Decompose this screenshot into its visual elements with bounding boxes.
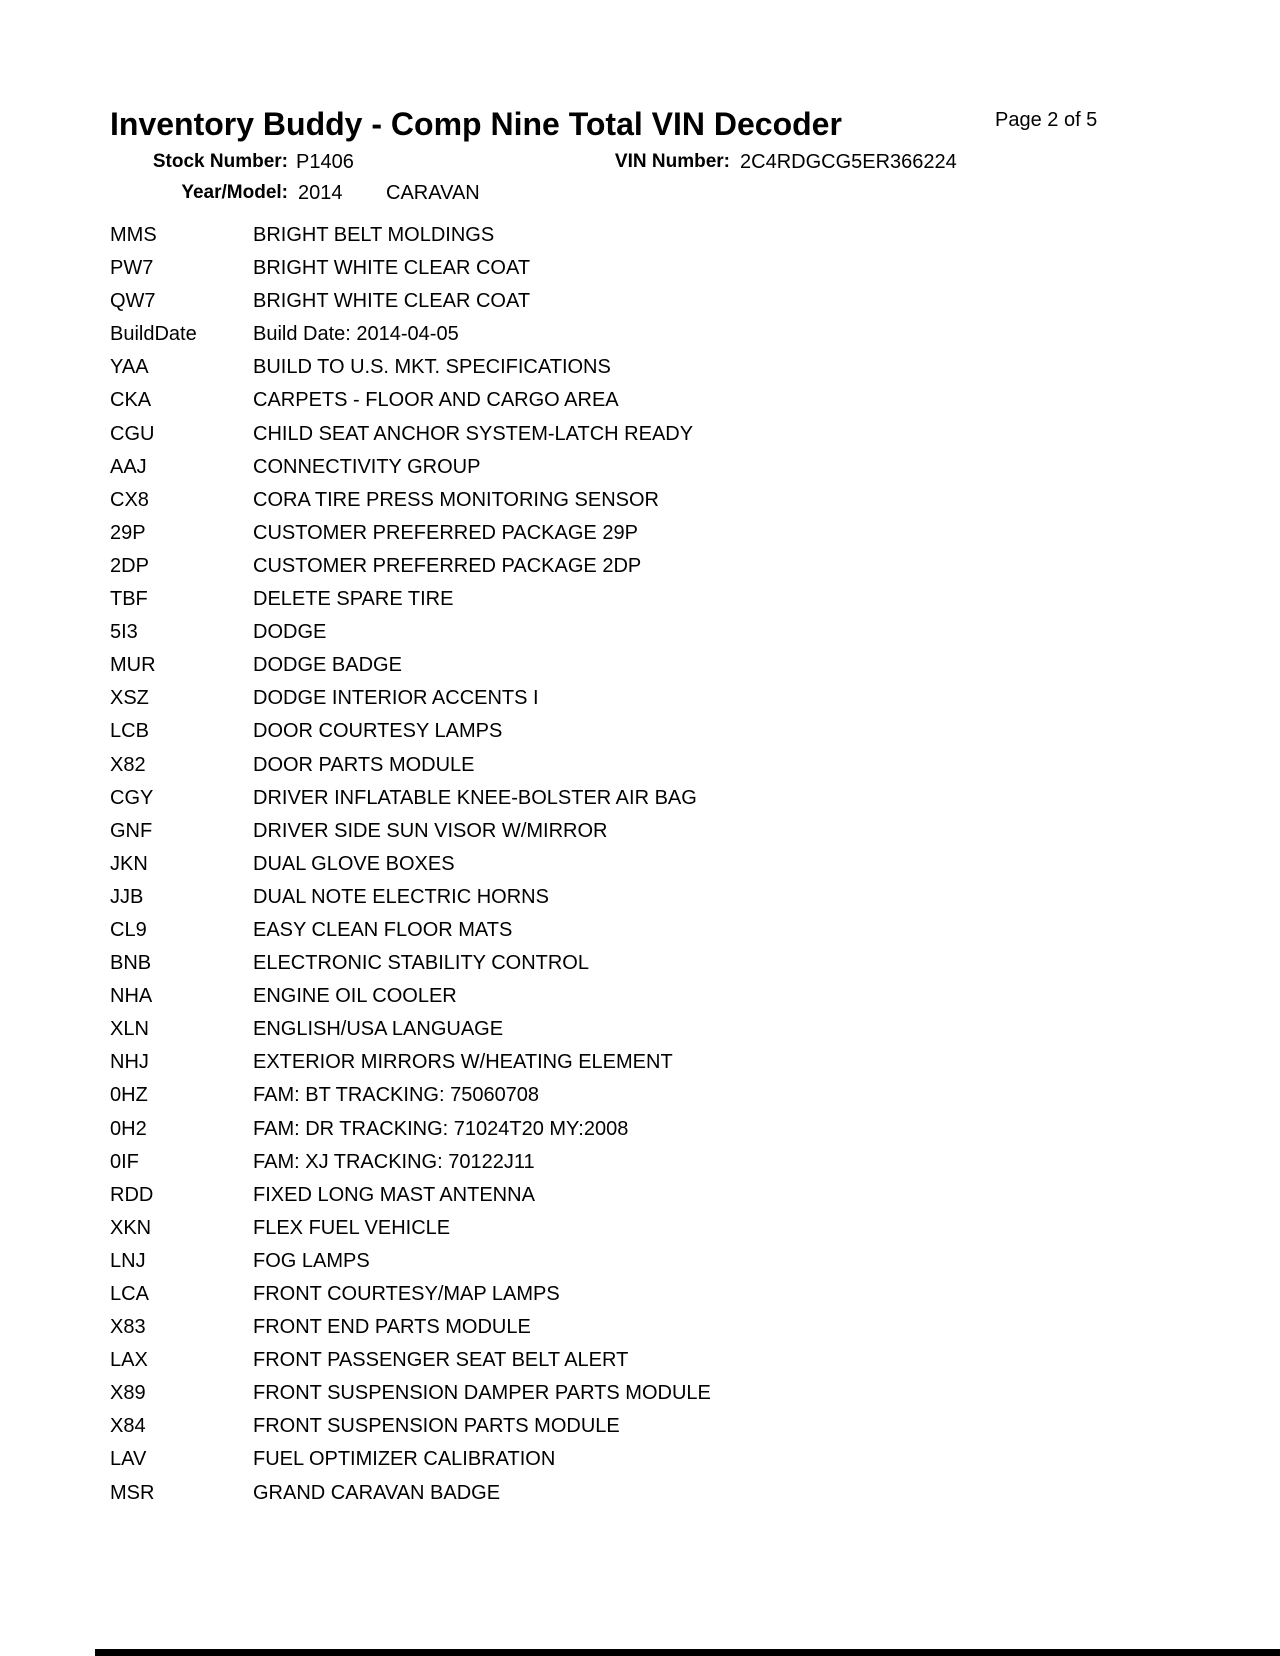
option-code: LAX bbox=[110, 1349, 148, 1372]
option-row bbox=[110, 715, 1240, 748]
option-row bbox=[110, 517, 1240, 550]
option-row bbox=[110, 1477, 1240, 1510]
option-description: FRONT SUSPENSION DAMPER PARTS MODULE bbox=[253, 1382, 711, 1405]
option-row bbox=[110, 1443, 1240, 1476]
option-code: BuildDate bbox=[110, 323, 197, 346]
option-row bbox=[110, 583, 1240, 616]
option-row bbox=[110, 1311, 1240, 1344]
option-description: BUILD TO U.S. MKT. SPECIFICATIONS bbox=[253, 356, 611, 379]
option-row bbox=[110, 351, 1240, 384]
option-description: FAM: DR TRACKING: 71024T20 MY:2008 bbox=[253, 1117, 629, 1140]
option-description: FAM: XJ TRACKING: 70122J11 bbox=[253, 1150, 535, 1173]
option-code: YAA bbox=[110, 356, 149, 379]
option-row bbox=[110, 815, 1240, 848]
page-number: Page 2 of 5 bbox=[995, 109, 1098, 131]
option-row bbox=[110, 782, 1240, 815]
option-code: MMS bbox=[110, 224, 157, 246]
option-code: XLN bbox=[110, 1018, 149, 1041]
option-description: BRIGHT BELT MOLDINGS bbox=[253, 224, 495, 246]
option-description: DRIVER SIDE SUN VISOR W/MIRROR bbox=[253, 819, 608, 842]
option-row bbox=[110, 384, 1240, 417]
option-row bbox=[110, 980, 1240, 1013]
option-row bbox=[110, 1344, 1240, 1377]
option-code: 0IF bbox=[110, 1150, 139, 1173]
option-code: XKN bbox=[110, 1216, 152, 1239]
option-code: RDD bbox=[110, 1183, 154, 1206]
option-code: X82 bbox=[110, 753, 146, 776]
option-code: 0H2 bbox=[110, 1117, 147, 1140]
option-description: DOOR COURTESY LAMPS bbox=[253, 720, 503, 743]
option-description: FIXED LONG MAST ANTENNA bbox=[253, 1183, 535, 1206]
option-row bbox=[110, 1179, 1240, 1212]
option-description: DODGE bbox=[253, 621, 327, 644]
option-description: FAM: BT TRACKING: 75060708 bbox=[253, 1084, 540, 1107]
option-code: 2DP bbox=[110, 554, 149, 577]
page-title: Inventory Buddy - Comp Nine Total VIN Decoder bbox=[110, 106, 842, 142]
option-row bbox=[110, 848, 1240, 881]
option-description: CUSTOMER PREFERRED PACKAGE 29P bbox=[253, 521, 638, 544]
option-description: CARPETS - FLOOR AND CARGO AREA bbox=[253, 389, 619, 412]
option-row bbox=[110, 1212, 1240, 1245]
options-list bbox=[110, 219, 1240, 1510]
option-description: EXTERIOR MIRRORS W/HEATING ELEMENT bbox=[253, 1051, 673, 1074]
option-code: AAJ bbox=[110, 455, 147, 478]
option-code: NHA bbox=[110, 985, 153, 1008]
option-code: CGY bbox=[110, 786, 154, 809]
option-code: X89 bbox=[110, 1382, 146, 1405]
option-row bbox=[110, 1377, 1240, 1410]
option-row bbox=[110, 649, 1240, 682]
option-code: LCB bbox=[110, 720, 149, 743]
option-code: JJB bbox=[110, 885, 144, 908]
option-row bbox=[110, 616, 1240, 649]
option-code: XSZ bbox=[110, 687, 149, 710]
option-code: TBF bbox=[110, 588, 148, 611]
option-row bbox=[110, 285, 1240, 318]
option-row bbox=[110, 451, 1240, 484]
option-description: FLEX FUEL VEHICLE bbox=[253, 1216, 451, 1239]
model-value: CARAVAN bbox=[386, 182, 480, 204]
option-code: JKN bbox=[110, 852, 148, 875]
option-row bbox=[110, 1245, 1240, 1278]
option-row bbox=[110, 484, 1240, 517]
option-code: 0HZ bbox=[110, 1084, 148, 1107]
option-row bbox=[110, 219, 1240, 252]
option-description: GRAND CARAVAN BADGE bbox=[253, 1481, 501, 1504]
option-code: CKA bbox=[110, 389, 152, 412]
option-row bbox=[110, 881, 1240, 914]
scan-artifact-bar bbox=[95, 1649, 1280, 1656]
option-description: DODGE BADGE bbox=[253, 654, 402, 677]
option-code: QW7 bbox=[110, 290, 156, 313]
option-row bbox=[110, 1079, 1240, 1112]
option-description: DODGE INTERIOR ACCENTS I bbox=[253, 687, 539, 710]
option-code: LCA bbox=[110, 1283, 149, 1305]
option-row bbox=[110, 1410, 1240, 1443]
option-description: ENGINE OIL COOLER bbox=[253, 985, 457, 1008]
option-code: NHJ bbox=[110, 1051, 149, 1074]
year-value: 2014 bbox=[298, 182, 343, 204]
option-description: CONNECTIVITY GROUP bbox=[253, 455, 481, 478]
option-row bbox=[110, 252, 1240, 285]
option-row bbox=[110, 682, 1240, 715]
option-row bbox=[110, 749, 1240, 782]
option-description: FRONT END PARTS MODULE bbox=[253, 1316, 531, 1339]
vin-number-label: VIN Number: bbox=[614, 151, 730, 172]
option-code: GNF bbox=[110, 819, 153, 842]
option-code: LAV bbox=[110, 1448, 147, 1471]
option-code: X84 bbox=[110, 1415, 146, 1438]
option-code: CGU bbox=[110, 422, 155, 445]
option-row bbox=[110, 1113, 1240, 1146]
option-row bbox=[110, 1013, 1240, 1046]
option-description: Build Date: 2014-04-05 bbox=[253, 323, 459, 346]
stock-number-value: P1406 bbox=[296, 151, 354, 173]
option-description: CUSTOMER PREFERRED PACKAGE 2DP bbox=[253, 554, 642, 577]
option-description: FRONT SUSPENSION PARTS MODULE bbox=[253, 1415, 620, 1438]
stock-number-label: Stock Number: bbox=[152, 151, 288, 172]
option-description: ENGLISH/USA LANGUAGE bbox=[253, 1018, 504, 1041]
vin-number-value: 2C4RDGCG5ER366224 bbox=[740, 151, 957, 173]
option-description: BRIGHT WHITE CLEAR COAT bbox=[253, 257, 531, 280]
option-code: MUR bbox=[110, 654, 156, 677]
option-description: DELETE SPARE TIRE bbox=[253, 588, 454, 611]
option-code: X83 bbox=[110, 1316, 146, 1339]
option-code: MSR bbox=[110, 1481, 155, 1504]
option-description: EASY CLEAN FLOOR MATS bbox=[253, 918, 513, 941]
option-description: BRIGHT WHITE CLEAR COAT bbox=[253, 290, 531, 313]
option-description: FRONT COURTESY/MAP LAMPS bbox=[253, 1283, 560, 1305]
year-model-label: Year/Model: bbox=[181, 182, 288, 203]
option-row bbox=[110, 1146, 1240, 1179]
option-description: DUAL NOTE ELECTRIC HORNS bbox=[253, 885, 549, 908]
option-row bbox=[110, 1046, 1240, 1079]
option-code: CL9 bbox=[110, 918, 147, 941]
option-description: FRONT PASSENGER SEAT BELT ALERT bbox=[253, 1349, 629, 1372]
option-code: PW7 bbox=[110, 257, 154, 280]
option-code: CX8 bbox=[110, 488, 149, 511]
option-description: FUEL OPTIMIZER CALIBRATION bbox=[253, 1448, 556, 1471]
option-row bbox=[110, 1278, 1240, 1311]
option-description: CHILD SEAT ANCHOR SYSTEM-LATCH READY bbox=[253, 422, 694, 445]
option-row bbox=[110, 550, 1240, 583]
option-row bbox=[110, 318, 1240, 351]
option-description: FOG LAMPS bbox=[253, 1249, 370, 1272]
option-description: DOOR PARTS MODULE bbox=[253, 753, 475, 776]
option-description: CORA TIRE PRESS MONITORING SENSOR bbox=[253, 488, 659, 511]
option-code: 5I3 bbox=[110, 621, 138, 644]
option-code: BNB bbox=[110, 952, 152, 975]
option-description: ELECTRONIC STABILITY CONTROL bbox=[253, 952, 589, 975]
option-row bbox=[110, 418, 1240, 451]
option-description: DUAL GLOVE BOXES bbox=[253, 852, 455, 875]
option-row bbox=[110, 947, 1240, 980]
option-description: DRIVER INFLATABLE KNEE-BOLSTER AIR BAG bbox=[253, 786, 697, 809]
option-code: LNJ bbox=[110, 1249, 146, 1272]
option-row bbox=[110, 914, 1240, 947]
option-code: 29P bbox=[110, 521, 146, 544]
